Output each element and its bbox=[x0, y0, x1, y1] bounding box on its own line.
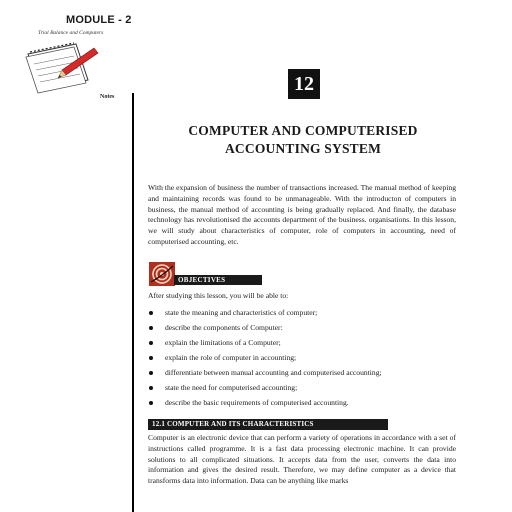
chapter-title-line-2: ACCOUNTING SYSTEM bbox=[224, 141, 382, 156]
bullet-icon bbox=[149, 386, 153, 390]
list-item: describe the basic requirements of computerised accounting. bbox=[148, 398, 458, 413]
list-item: state the need for computerised accounting; bbox=[148, 383, 458, 398]
list-item: explain the role of computer in accounting; bbox=[148, 353, 458, 368]
module-label: MODULE - 2 bbox=[66, 14, 132, 26]
list-item: explain the limitations of a Computer; bbox=[148, 338, 458, 353]
bullet-icon bbox=[149, 371, 153, 375]
list-item: differentiate between manual accounting and computerised accounting; bbox=[148, 368, 458, 383]
margin-rule bbox=[132, 93, 134, 512]
objectives-header: OBJECTIVES bbox=[174, 275, 262, 285]
intro-paragraph: With the expansion of business the number of transactions increased. The manual method of keeping and maintaining records was found to be unmanageable. With the introducton of computers in business, the manual method of accounting is being gradually replaced. And finally, the database technology has revolutionised the accounts department of the business. organisations. In this lesson, we will study about characteristics of computer, role of computers in accounting, need of computerised accounting, etc. bbox=[148, 183, 456, 246]
bullet-icon bbox=[149, 341, 153, 345]
chapter-title-line-1: COMPUTER AND COMPUTERISED bbox=[188, 123, 418, 138]
bullet-icon bbox=[149, 311, 153, 315]
notepad-pencil-icon bbox=[22, 40, 102, 94]
section-header: 12.1 COMPUTER AND ITS CHARACTERISTICS bbox=[148, 419, 388, 430]
list-item: describe the components of Computer: bbox=[148, 323, 458, 338]
bullet-icon bbox=[149, 356, 153, 360]
notes-label: Notes bbox=[100, 94, 115, 100]
module-subtitle: Trial Balance and Computers bbox=[38, 30, 104, 36]
chapter-number: 12 bbox=[288, 69, 320, 99]
section-body: Computer is an electronic device that can perform a variety of operations in accordance with a set of instructions called programme. It is a fast data processing electronic machine. It can provide solutions to all complicated situations. It accepts data from the user, converts the data into information and gives the desired result. Therefore, we may define computer as a device that transforms data into information. Data can be anything like marks bbox=[148, 433, 456, 486]
objectives-list bbox=[148, 308, 458, 413]
list-item: state the meaning and characteristics of computer; bbox=[148, 308, 458, 323]
chapter-title bbox=[150, 122, 456, 158]
bullet-icon bbox=[149, 401, 153, 405]
objectives-target-icon bbox=[149, 262, 175, 286]
objectives-intro: After studying this lesson, you will be able to: bbox=[148, 291, 289, 300]
bullet-icon bbox=[149, 326, 153, 330]
